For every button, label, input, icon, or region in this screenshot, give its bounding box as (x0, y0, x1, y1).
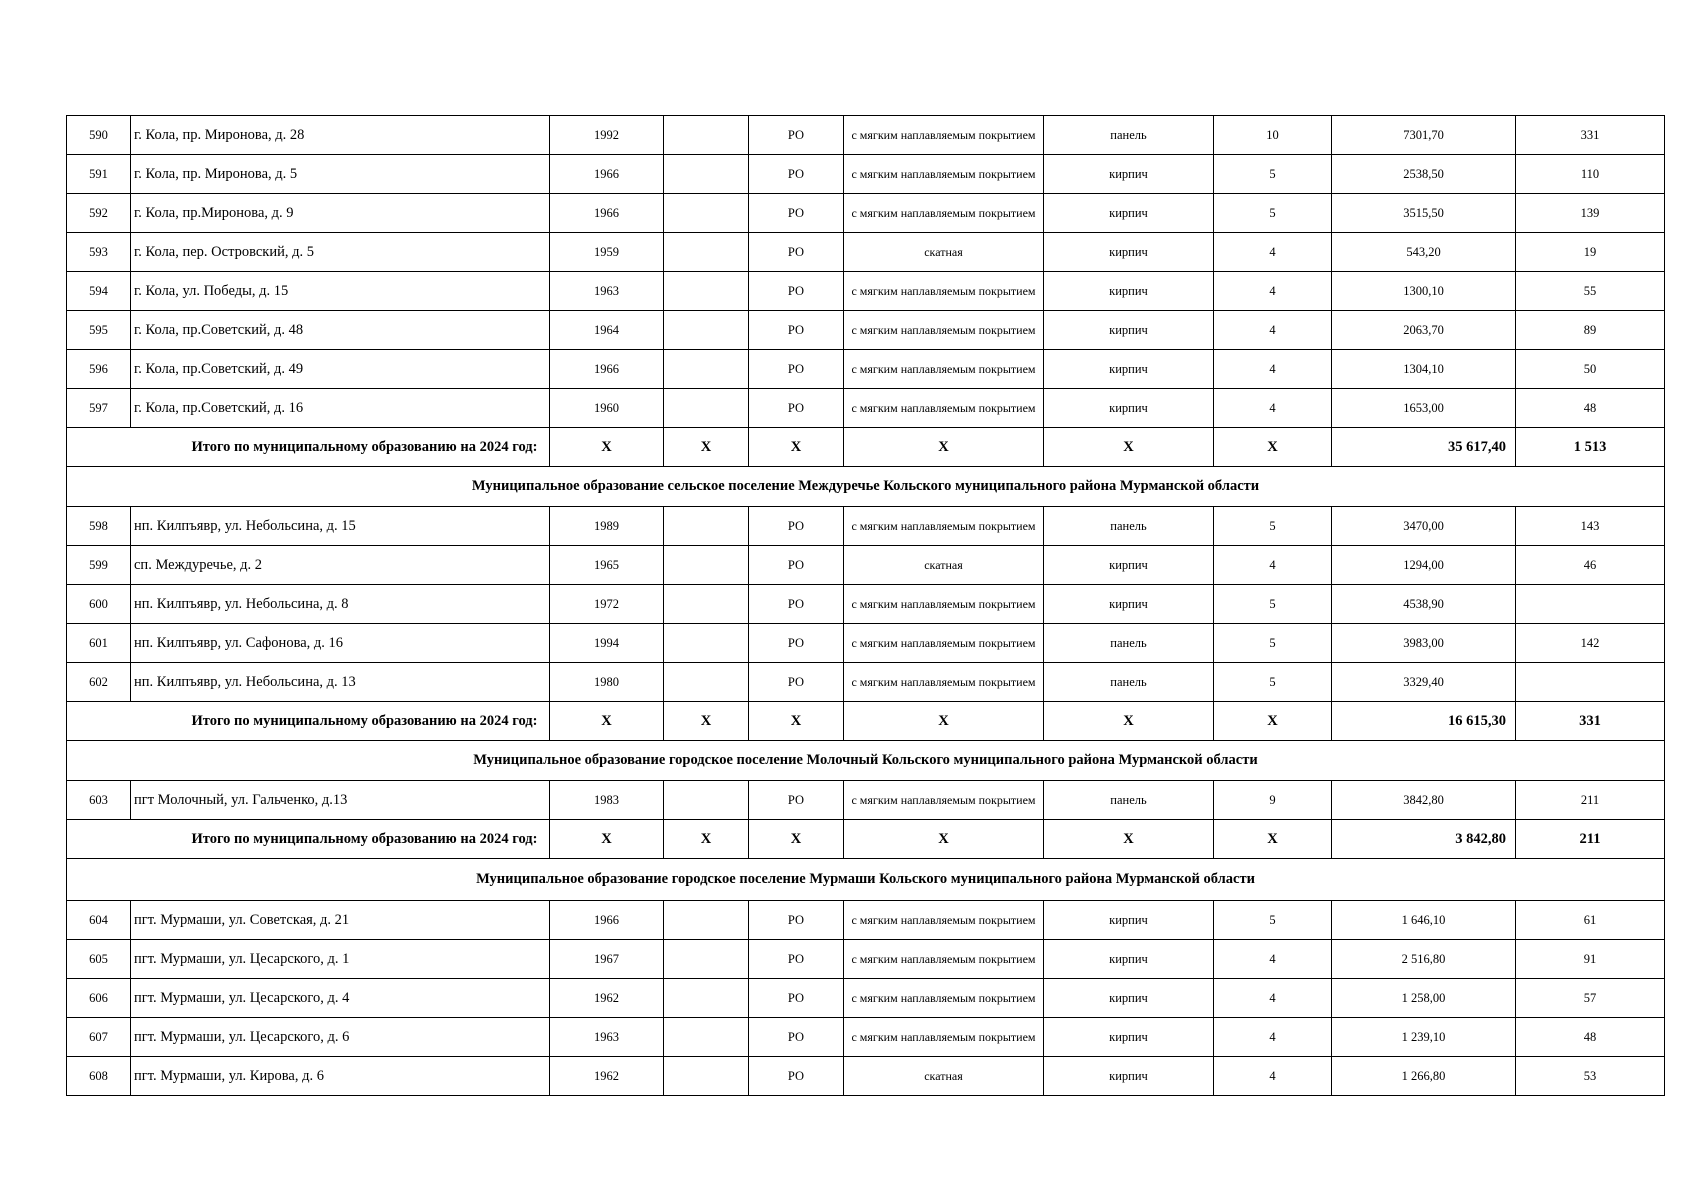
roof-type: скатная (844, 233, 1044, 272)
row-number: 590 (67, 116, 131, 155)
table-row (67, 507, 1665, 546)
row-number: 594 (67, 272, 131, 311)
roof-type: с мягким наплавляемым покрытием (844, 663, 1044, 702)
row-number: 595 (67, 311, 131, 350)
owner-type: РО (749, 233, 844, 272)
wall-material: кирпич (1044, 940, 1214, 979)
empty-cell (664, 507, 749, 546)
table-row (67, 116, 1665, 155)
owner-type: РО (749, 155, 844, 194)
roof-type: с мягким наплавляемым покрытием (844, 311, 1044, 350)
empty-cell (664, 979, 749, 1018)
row-number: 606 (67, 979, 131, 1018)
address: г. Кола, пр. Миронова, д. 5 (131, 155, 550, 194)
year-built: 1966 (550, 194, 664, 233)
wall-material: кирпич (1044, 389, 1214, 428)
empty-cell (664, 350, 749, 389)
year-built: 1966 (550, 901, 664, 940)
year-built: 1989 (550, 507, 664, 546)
table-row (67, 546, 1665, 585)
subtotal-x-mark: X (664, 428, 749, 467)
address: г. Кола, ул. Победы, д. 15 (131, 272, 550, 311)
owner-type: РО (749, 116, 844, 155)
subtotal-x-mark: X (1214, 702, 1332, 741)
total-area: 4538,90 (1332, 585, 1516, 624)
residents: 89 (1516, 311, 1665, 350)
address: пгт. Мурмаши, ул. Советская, д. 21 (131, 901, 550, 940)
total-area: 1 258,00 (1332, 979, 1516, 1018)
residents: 91 (1516, 940, 1665, 979)
residents (1516, 663, 1665, 702)
floors: 5 (1214, 624, 1332, 663)
year-built: 1967 (550, 940, 664, 979)
total-area: 1300,10 (1332, 272, 1516, 311)
total-area: 543,20 (1332, 233, 1516, 272)
empty-cell (664, 940, 749, 979)
floors: 4 (1214, 233, 1332, 272)
empty-cell (664, 624, 749, 663)
roof-type: с мягким наплавляемым покрытием (844, 624, 1044, 663)
wall-material: кирпич (1044, 901, 1214, 940)
floors: 10 (1214, 116, 1332, 155)
wall-material: панель (1044, 624, 1214, 663)
owner-type: РО (749, 1057, 844, 1096)
row-number: 598 (67, 507, 131, 546)
subtotal-area: 16 615,30 (1332, 702, 1516, 741)
total-area: 1653,00 (1332, 389, 1516, 428)
floors: 9 (1214, 781, 1332, 820)
section-header-row (67, 859, 1665, 901)
row-number: 593 (67, 233, 131, 272)
total-area: 3470,00 (1332, 507, 1516, 546)
total-area: 3515,50 (1332, 194, 1516, 233)
total-area: 7301,70 (1332, 116, 1516, 155)
subtotal-area: 3 842,80 (1332, 820, 1516, 859)
wall-material: кирпич (1044, 1018, 1214, 1057)
subtotal-x-mark: X (1214, 428, 1332, 467)
owner-type: РО (749, 979, 844, 1018)
total-area: 2 516,80 (1332, 940, 1516, 979)
year-built: 1994 (550, 624, 664, 663)
empty-cell (664, 194, 749, 233)
table-row (67, 311, 1665, 350)
subtotal-blank (67, 820, 131, 859)
residents (1516, 585, 1665, 624)
residents: 61 (1516, 901, 1665, 940)
floors: 4 (1214, 1057, 1332, 1096)
wall-material: кирпич (1044, 311, 1214, 350)
year-built: 1980 (550, 663, 664, 702)
section-title: Муниципальное образование городское поселение Молочный Кольского муниципального района Мурманской области (67, 741, 1665, 781)
residents: 46 (1516, 546, 1665, 585)
subtotal-label: Итого по муниципальному образованию на 2024 год: (131, 702, 550, 741)
address: нп. Килпъявр, ул. Сафонова, д. 16 (131, 624, 550, 663)
wall-material: кирпич (1044, 585, 1214, 624)
owner-type: РО (749, 781, 844, 820)
total-area: 3329,40 (1332, 663, 1516, 702)
row-number: 602 (67, 663, 131, 702)
year-built: 1963 (550, 272, 664, 311)
address: нп. Килпъявр, ул. Небольсина, д. 15 (131, 507, 550, 546)
table-row (67, 1057, 1665, 1096)
wall-material: панель (1044, 116, 1214, 155)
subtotal-x-mark: X (664, 702, 749, 741)
total-area: 1 646,10 (1332, 901, 1516, 940)
owner-type: РО (749, 389, 844, 428)
year-built: 1983 (550, 781, 664, 820)
roof-type: с мягким наплавляемым покрытием (844, 155, 1044, 194)
owner-type: РО (749, 585, 844, 624)
section-title: Муниципальное образование сельское поселение Междуречье Кольского муниципального района Мурманской области (67, 467, 1665, 507)
residents: 331 (1516, 116, 1665, 155)
year-built: 1966 (550, 350, 664, 389)
table-row (67, 979, 1665, 1018)
empty-cell (664, 781, 749, 820)
housing-register-table (66, 115, 1665, 1096)
owner-type: РО (749, 194, 844, 233)
empty-cell (664, 233, 749, 272)
address: пгт. Мурмаши, ул. Кирова, д. 6 (131, 1057, 550, 1096)
wall-material: кирпич (1044, 194, 1214, 233)
subtotal-x-mark: X (844, 702, 1044, 741)
owner-type: РО (749, 350, 844, 389)
table-row (67, 389, 1665, 428)
table-row (67, 781, 1665, 820)
residents: 139 (1516, 194, 1665, 233)
subtotal-row (67, 820, 1665, 859)
subtotal-x-mark: X (749, 428, 844, 467)
address: г. Кола, пер. Островский, д. 5 (131, 233, 550, 272)
floors: 5 (1214, 901, 1332, 940)
subtotal-x-mark: X (844, 428, 1044, 467)
table-body (67, 116, 1665, 1096)
total-area: 1304,10 (1332, 350, 1516, 389)
floors: 4 (1214, 1018, 1332, 1057)
residents: 110 (1516, 155, 1665, 194)
residents: 57 (1516, 979, 1665, 1018)
owner-type: РО (749, 311, 844, 350)
roof-type: с мягким наплавляемым покрытием (844, 507, 1044, 546)
subtotal-x-mark: X (550, 820, 664, 859)
residents: 48 (1516, 1018, 1665, 1057)
row-number: 608 (67, 1057, 131, 1096)
subtotal-blank (67, 702, 131, 741)
roof-type: с мягким наплавляемым покрытием (844, 272, 1044, 311)
year-built: 1972 (550, 585, 664, 624)
residents: 143 (1516, 507, 1665, 546)
residents: 48 (1516, 389, 1665, 428)
section-header-row (67, 467, 1665, 507)
table-row (67, 194, 1665, 233)
subtotal-x-mark: X (550, 428, 664, 467)
table-row (67, 940, 1665, 979)
floors: 4 (1214, 272, 1332, 311)
total-area: 1 239,10 (1332, 1018, 1516, 1057)
address: сп. Междуречье, д. 2 (131, 546, 550, 585)
table-row (67, 155, 1665, 194)
floors: 5 (1214, 194, 1332, 233)
residents: 19 (1516, 233, 1665, 272)
subtotal-x-mark: X (844, 820, 1044, 859)
row-number: 599 (67, 546, 131, 585)
row-number: 605 (67, 940, 131, 979)
address: пгт Молочный, ул. Гальченко, д.13 (131, 781, 550, 820)
empty-cell (664, 585, 749, 624)
roof-type: с мягким наплавляемым покрытием (844, 585, 1044, 624)
floors: 4 (1214, 389, 1332, 428)
table-row (67, 1018, 1665, 1057)
owner-type: РО (749, 624, 844, 663)
table-row (67, 624, 1665, 663)
row-number: 607 (67, 1018, 131, 1057)
floors: 5 (1214, 507, 1332, 546)
total-area: 3842,80 (1332, 781, 1516, 820)
roof-type: с мягким наплавляемым покрытием (844, 350, 1044, 389)
address: пгт. Мурмаши, ул. Цесарского, д. 6 (131, 1018, 550, 1057)
floors: 5 (1214, 585, 1332, 624)
wall-material: кирпич (1044, 1057, 1214, 1096)
year-built: 1963 (550, 1018, 664, 1057)
table-row (67, 901, 1665, 940)
empty-cell (664, 1018, 749, 1057)
year-built: 1966 (550, 155, 664, 194)
wall-material: панель (1044, 507, 1214, 546)
subtotal-x-mark: X (1044, 820, 1214, 859)
wall-material: кирпич (1044, 979, 1214, 1018)
total-area: 2538,50 (1332, 155, 1516, 194)
table-row (67, 272, 1665, 311)
owner-type: РО (749, 1018, 844, 1057)
roof-type: с мягким наплавляемым покрытием (844, 116, 1044, 155)
floors: 5 (1214, 155, 1332, 194)
year-built: 1965 (550, 546, 664, 585)
floors: 4 (1214, 311, 1332, 350)
owner-type: РО (749, 507, 844, 546)
table-row (67, 663, 1665, 702)
row-number: 603 (67, 781, 131, 820)
wall-material: кирпич (1044, 155, 1214, 194)
row-number: 596 (67, 350, 131, 389)
address: г. Кола, пр.Советский, д. 49 (131, 350, 550, 389)
empty-cell (664, 663, 749, 702)
roof-type: с мягким наплавляемым покрытием (844, 389, 1044, 428)
wall-material: кирпич (1044, 233, 1214, 272)
subtotal-residents: 211 (1516, 820, 1665, 859)
owner-type: РО (749, 272, 844, 311)
subtotal-residents: 331 (1516, 702, 1665, 741)
floors: 4 (1214, 979, 1332, 1018)
residents: 55 (1516, 272, 1665, 311)
year-built: 1992 (550, 116, 664, 155)
roof-type: с мягким наплавляемым покрытием (844, 781, 1044, 820)
address: г. Кола, пр.Советский, д. 16 (131, 389, 550, 428)
roof-type: с мягким наплавляемым покрытием (844, 1018, 1044, 1057)
wall-material: кирпич (1044, 272, 1214, 311)
year-built: 1960 (550, 389, 664, 428)
address: пгт. Мурмаши, ул. Цесарского, д. 1 (131, 940, 550, 979)
roof-type: скатная (844, 546, 1044, 585)
section-header-row (67, 741, 1665, 781)
roof-type: с мягким наплавляемым покрытием (844, 940, 1044, 979)
owner-type: РО (749, 663, 844, 702)
subtotal-area: 35 617,40 (1332, 428, 1516, 467)
empty-cell (664, 272, 749, 311)
address: г. Кола, пр.Миронова, д. 9 (131, 194, 550, 233)
row-number: 597 (67, 389, 131, 428)
empty-cell (664, 546, 749, 585)
floors: 4 (1214, 546, 1332, 585)
subtotal-x-mark: X (749, 702, 844, 741)
table-row (67, 350, 1665, 389)
subtotal-residents: 1 513 (1516, 428, 1665, 467)
empty-cell (664, 155, 749, 194)
subtotal-label: Итого по муниципальному образованию на 2024 год: (131, 820, 550, 859)
total-area: 3983,00 (1332, 624, 1516, 663)
subtotal-row (67, 702, 1665, 741)
table-row (67, 233, 1665, 272)
empty-cell (664, 116, 749, 155)
roof-type: с мягким наплавляемым покрытием (844, 979, 1044, 1018)
year-built: 1962 (550, 1057, 664, 1096)
wall-material: панель (1044, 663, 1214, 702)
owner-type: РО (749, 546, 844, 585)
row-number: 604 (67, 901, 131, 940)
row-number: 601 (67, 624, 131, 663)
subtotal-x-mark: X (749, 820, 844, 859)
floors: 4 (1214, 350, 1332, 389)
subtotal-x-mark: X (550, 702, 664, 741)
table-row (67, 585, 1665, 624)
total-area: 1294,00 (1332, 546, 1516, 585)
residents: 50 (1516, 350, 1665, 389)
row-number: 592 (67, 194, 131, 233)
address: г. Кола, пр. Миронова, д. 28 (131, 116, 550, 155)
subtotal-x-mark: X (1214, 820, 1332, 859)
subtotal-blank (67, 428, 131, 467)
address: нп. Килпъявр, ул. Небольсина, д. 13 (131, 663, 550, 702)
address: нп. Килпъявр, ул. Небольсина, д. 8 (131, 585, 550, 624)
section-title: Муниципальное образование городское поселение Мурмаши Кольского муниципального района Мурманской области (67, 859, 1665, 901)
row-number: 591 (67, 155, 131, 194)
residents: 53 (1516, 1057, 1665, 1096)
empty-cell (664, 901, 749, 940)
roof-type: с мягким наплавляемым покрытием (844, 901, 1044, 940)
subtotal-row (67, 428, 1665, 467)
subtotal-x-mark: X (664, 820, 749, 859)
roof-type: скатная (844, 1057, 1044, 1096)
owner-type: РО (749, 940, 844, 979)
address: г. Кола, пр.Советский, д. 48 (131, 311, 550, 350)
empty-cell (664, 389, 749, 428)
roof-type: с мягким наплавляемым покрытием (844, 194, 1044, 233)
year-built: 1962 (550, 979, 664, 1018)
owner-type: РО (749, 901, 844, 940)
subtotal-label: Итого по муниципальному образованию на 2024 год: (131, 428, 550, 467)
floors: 4 (1214, 940, 1332, 979)
subtotal-x-mark: X (1044, 702, 1214, 741)
wall-material: кирпич (1044, 546, 1214, 585)
residents: 142 (1516, 624, 1665, 663)
total-area: 2063,70 (1332, 311, 1516, 350)
wall-material: панель (1044, 781, 1214, 820)
wall-material: кирпич (1044, 350, 1214, 389)
address: пгт. Мурмаши, ул. Цесарского, д. 4 (131, 979, 550, 1018)
empty-cell (664, 1057, 749, 1096)
residents: 211 (1516, 781, 1665, 820)
subtotal-x-mark: X (1044, 428, 1214, 467)
year-built: 1959 (550, 233, 664, 272)
row-number: 600 (67, 585, 131, 624)
floors: 5 (1214, 663, 1332, 702)
total-area: 1 266,80 (1332, 1057, 1516, 1096)
empty-cell (664, 311, 749, 350)
year-built: 1964 (550, 311, 664, 350)
